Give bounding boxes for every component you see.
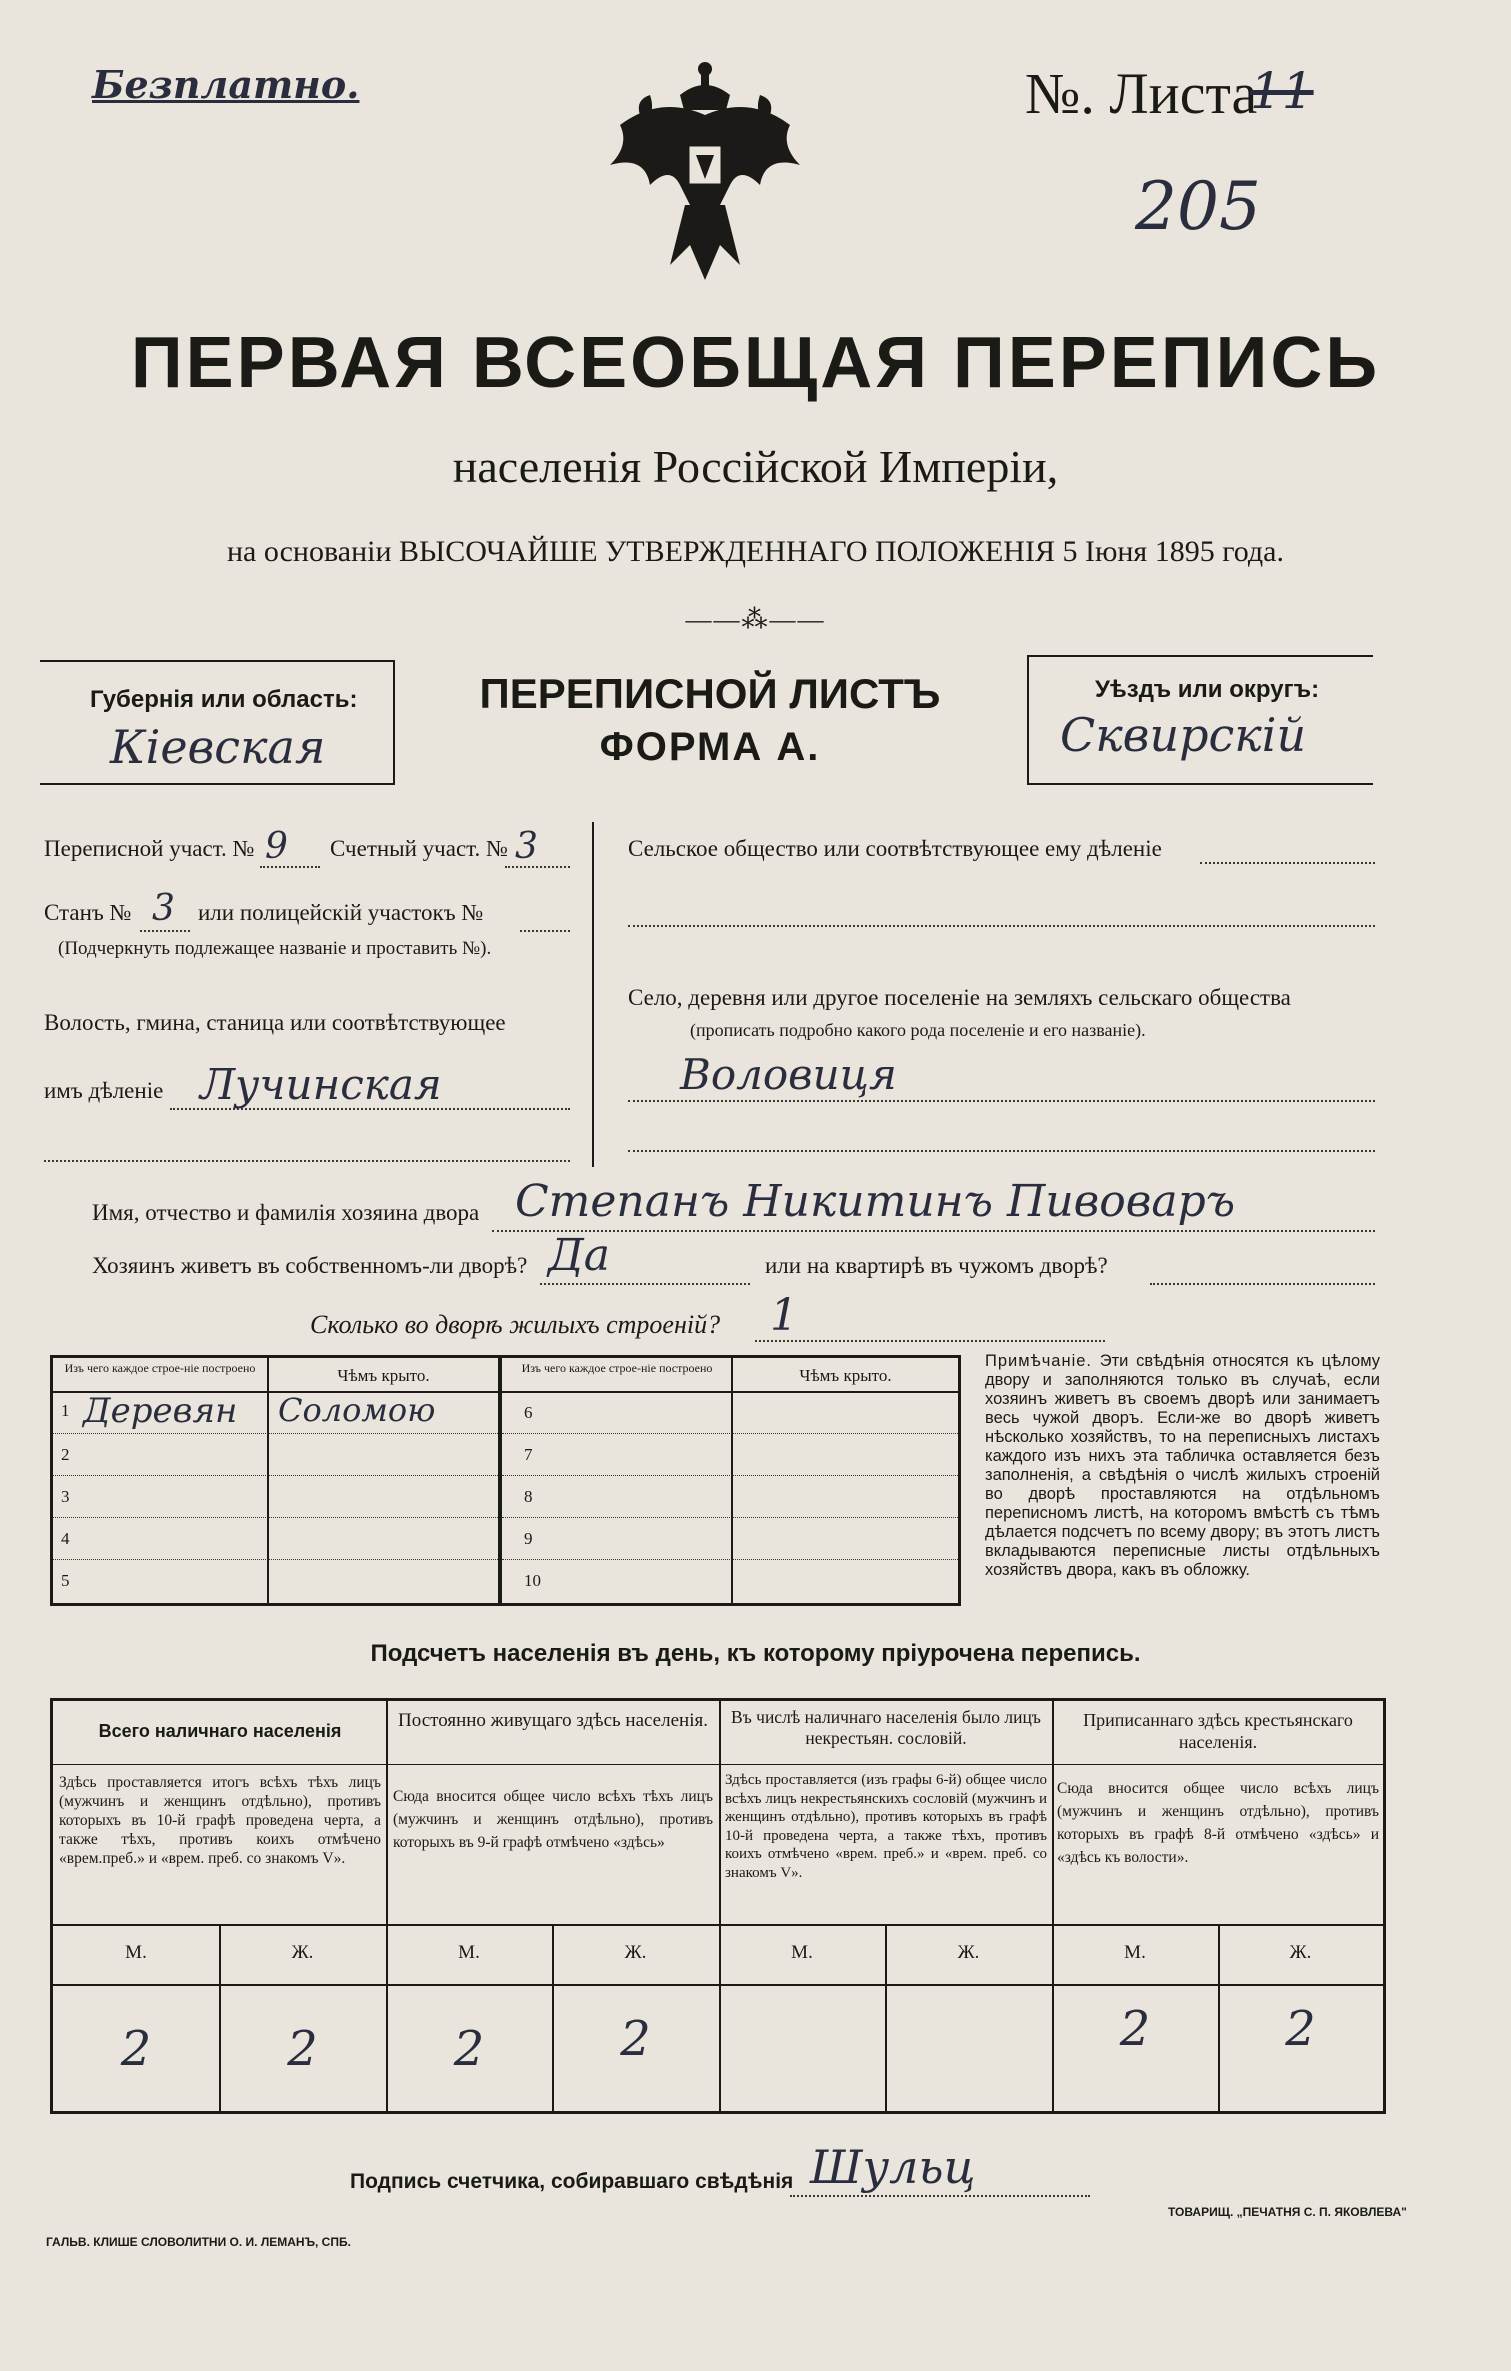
subtitle: населенія Россійской Имперіи, (452, 441, 1059, 492)
signature-value: Шульц (810, 2140, 976, 2194)
note-lead: Примѣчаніе. (985, 1352, 1093, 1370)
count-col3-f-label: Ж. (957, 1942, 980, 1963)
count-col2-m-value: 2 (453, 2021, 485, 2077)
owner-lives-value: Да (548, 1230, 611, 1281)
free-label: Безплатно. (92, 62, 360, 107)
note-block (985, 1352, 1380, 1580)
imperial-eagle-icon (600, 55, 810, 285)
table-row: 8 (502, 1475, 958, 1518)
count-section-label: Счетный участ. № (330, 836, 508, 861)
count-section-value: 3 (515, 826, 538, 867)
buildings-col2-header-left: Чѣмъ крыто. (337, 1366, 430, 1385)
province-label: Губернія или область: (90, 686, 358, 713)
village-note: (прописать подробно какого рода поселеніе и его названіе). (690, 1020, 1146, 1040)
underline-note: (Подчеркнуть подлежащее названіе и проставить №). (58, 938, 492, 959)
volost-label: Волость, гмина, станица или соотвѣтствующее (44, 1010, 506, 1035)
count-title: Подсчетъ населенія въ день, къ которому пріурочена перепись. (370, 1640, 1141, 1667)
stan-value: 3 (152, 888, 175, 929)
signature-label: Подпись счетчика, собиравшаго свѣдѣнія (350, 2170, 794, 2193)
note-text: Эти свѣдѣнія относятся къ цѣлому двору и заполняются только въ случаѣ, если хозяинъ живетъ въ своемъ дворѣ или занимаетъ весь чужой дворъ. Если-же во дворѣ живетъ нѣсколько хозяйствъ, то на переписныхъ листахъ каждого изъ нихъ эта табличка оставляется безъ заполненія, а свѣдѣнія о числѣ жилыхъ строеній во дворѣ проставляются на отдѣльномъ переписномъ листѣ, на которомъ вмѣстѣ съ тѣмъ дѣлается подсчетъ по всему двору; въ этотъ листъ вкладываются переписные листы отдѣльныхъ хозяйствъ двора, какъ въ обложку. (985, 1352, 1380, 1579)
table-row: 10 (524, 1571, 541, 1590)
ornament-divider: ——⁂—— (685, 605, 826, 634)
footer-left: ГАЛЬВ. КЛИШЕ СЛОВОЛИТНИ О. И. ЛЕМАНЪ, СПБ. (46, 2235, 351, 2249)
table-row: 2 (53, 1433, 498, 1476)
main-title: ПЕРВАЯ ВСЕОБЩАЯ ПЕРЕПИСЬ (130, 323, 1381, 403)
count-col1-header: Всего наличнаго населенія (98, 1721, 342, 1741)
count-col2-header: Постоянно живущаго здѣсь населенія. (398, 1710, 708, 1731)
count-col4-header: Приписаннаго здѣсь крестьянскаго населенія. (1083, 1710, 1353, 1752)
footer-right: ТОВАРИЩ. „ПЕЧАТНЯ С. П. ЯКОВЛЕВА" (1168, 2205, 1407, 2219)
buildings-col2-header-right: Чѣмъ крыто. (799, 1366, 892, 1385)
stan-label: Станъ № (44, 900, 132, 925)
count-col3-m-label: М. (791, 1942, 813, 1963)
census-section-label: Переписной участ. № (44, 836, 255, 861)
buildings-table (50, 1355, 961, 1606)
division-label: имъ дѣленіе (44, 1078, 164, 1103)
buildings-value: 1 (770, 1290, 798, 1341)
count-col1-m-label: М. (125, 1942, 147, 1963)
count-col3-header: Въ числѣ наличнаго населенія было лицъ некрестьян. сословій. (731, 1707, 1041, 1748)
count-table (50, 1698, 1386, 2114)
province-value: Кіевская (110, 720, 326, 774)
table-row: 9 (502, 1517, 958, 1560)
society-label: Сельское общество или соотвѣтствующее ему дѣленіе (628, 836, 1162, 861)
count-col4-m-value: 2 (1119, 2001, 1151, 2057)
count-col4-f-label: Ж. (1289, 1942, 1312, 1963)
count-col2-m-label: М. (458, 1942, 480, 1963)
table-row: 7 (502, 1433, 958, 1476)
owner-name-value: Степанъ Никитинъ Пивоваръ (515, 1176, 1236, 1227)
table-row: 1 Деревян Соломою (53, 1391, 498, 1434)
count-col4-m-label: М. (1124, 1942, 1146, 1963)
owner-or-label: или на квартирѣ въ чужомъ дворѣ? (765, 1253, 1108, 1278)
count-col4-desc: Сюда вносится общее число всѣхъ лицъ (мужчинъ и женщинъ отдѣльно), противъ которыхъ въ графѣ 8-й отмѣчено «здѣсь» и «здѣсь къ волости». (1057, 1780, 1379, 1866)
buildings-col1-header-left: Изъ чего каждое строе-ніе построено (64, 1361, 256, 1375)
count-col2-f-value: 2 (620, 2011, 651, 2067)
police-label: или полицейскій участокъ № (198, 900, 484, 925)
form-label: ФОРМА А. (599, 725, 821, 769)
table-row: 3 (53, 1475, 498, 1518)
sheet-number-handwritten: 205 (1135, 168, 1261, 245)
count-col4-f-value: 2 (1285, 2001, 1316, 2057)
buildings-col1-header-right: Изъ чего каждое строе-ніе построено (521, 1361, 713, 1375)
count-col2-f-label: Ж. (624, 1942, 647, 1963)
count-col2-desc: Сюда вносится общее число всѣхъ тѣхъ лицъ (мужчинъ и женщинъ отдѣльно), противъ которыхъ въ 9-й графѣ отмѣчено «здѣсь» (393, 1788, 713, 1851)
sheet-title: ПЕРЕПИСНОЙ ЛИСТЪ (479, 670, 941, 717)
count-col1-f-value: 2 (287, 2021, 318, 2077)
table-row: 5 (61, 1571, 70, 1590)
sheet-number-label: №. Листа (1025, 61, 1258, 126)
census-section-value: 9 (265, 826, 288, 867)
district-value: Сквирскій (1060, 708, 1307, 762)
count-col3-desc: Здѣсь проставляется (изъ графы 6-й) общее число всѣхъ лицъ некрестьянскихъ сословій (мужчинъ и женщинъ отдѣльно), противъ которыхъ въ графѣ 10-й проведена черта, а также тѣхъ, противъ коихъ отмѣчено «врем. преб.» и «врем. преб. со знакомъ V». (725, 1772, 1047, 1881)
sheet-number-struck: 11 (1250, 62, 1314, 120)
table-row: 6 (502, 1391, 958, 1434)
owner-name-label: Имя, отчество и фамилія хозяина двора (92, 1200, 480, 1225)
buildings-label: Сколько во дворѣ жилыхъ строеній? (310, 1310, 721, 1339)
village-label: Село, деревня или другое поселеніе на земляхъ сельскаго общества (628, 985, 1291, 1010)
division-value: Лучинская (200, 1060, 442, 1109)
basis-line: на основаніи ВЫСОЧАЙШЕ УТВЕРЖДЕННАГО ПОЛОЖЕНІЯ 5 Іюня 1895 года. (227, 535, 1284, 568)
district-label: Уѣздъ или округъ: (1095, 676, 1320, 703)
table-row: 4 (53, 1517, 498, 1560)
count-col1-m-value: 2 (120, 2021, 152, 2077)
owner-lives-label: Хозяинъ живетъ въ собственномъ-ли дворѣ? (92, 1253, 528, 1278)
village-value: Воловиця (680, 1050, 897, 1099)
count-col1-desc: Здѣсь проставляется итогъ всѣхъ тѣхъ лицъ (мужчинъ и женщинъ отдѣльно), противъ которыхъ въ 10-й графѣ проведена черта, а также тѣхъ, противъ коихъ отмѣчено «врем.преб.» и «врем. преб. со знакомъ V». (59, 1774, 381, 1867)
count-col1-f-label: Ж. (291, 1942, 314, 1963)
